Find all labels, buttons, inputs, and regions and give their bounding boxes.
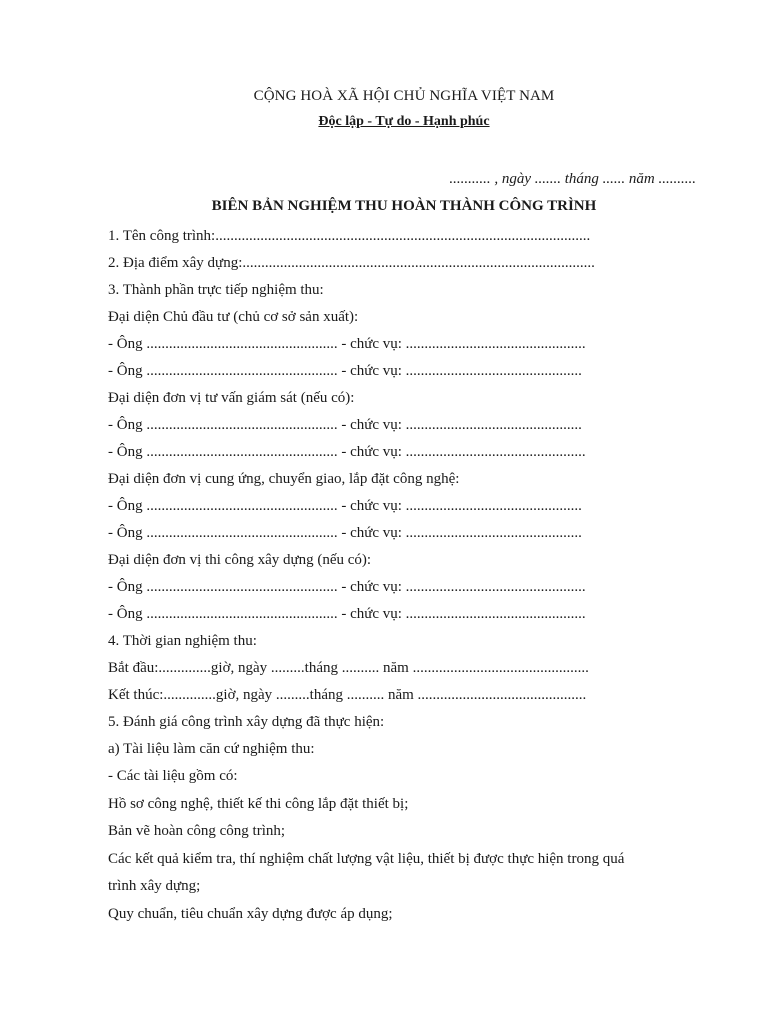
line-supplier-person-1: - Ông ................................................... - chức vụ: ............................................... (108, 498, 582, 514)
date-line: ........... , ngày ....... tháng ...... năm .......... (449, 171, 696, 187)
line-participants-heading: 3. Thành phần trực tiếp nghiệm thu: (108, 282, 324, 298)
line-contractor-person-1: - Ông ................................................... - chức vụ: ................................................ (108, 579, 586, 595)
line-supervisor-person-1: - Ông ................................................... - chức vụ: ............................................... (108, 417, 582, 433)
line-documents-heading: a) Tài liệu làm căn cứ nghiệm thu: (108, 741, 315, 757)
motto-heading: Độc lập - Tự do - Hạnh phúc (318, 114, 490, 129)
line-supplier-person-2: - Ông ................................................... - chức vụ: ............................................... (108, 525, 582, 541)
line-supervisor-person-2: - Ông ................................................... - chức vụ: ................................................ (108, 444, 586, 460)
line-contractor-rep: Đại diện đơn vị thi công xây dựng (nếu có): (108, 552, 372, 568)
line-supplier-rep: Đại diện đơn vị cung ứng, chuyển giao, lắp đặt công nghệ: (108, 471, 460, 487)
line-doc-test-results-cont: trình xây dựng; (108, 878, 201, 894)
line-supervisor-rep: Đại diện đơn vị tư vấn giám sát (nếu có): (108, 390, 355, 406)
line-evaluation-heading: 5. Đánh giá công trình xây dựng đã thực hiện: (108, 714, 385, 730)
line-end-time: Kết thúc:..............giờ, ngày .........tháng .......... năm ............................................. (108, 687, 587, 703)
line-doc-technology: Hồ sơ công nghệ, thiết kế thi công lắp đặt thiết bị; (108, 796, 409, 812)
line-doc-standards: Quy chuẩn, tiêu chuẩn xây dựng được áp dụng; (108, 906, 393, 922)
line-investor-person-1: - Ông ................................................... - chức vụ: ................................................ (108, 336, 586, 352)
line-doc-test-results: Các kết quả kiểm tra, thí nghiệm chất lượng vật liệu, thiết bị được thực hiện trong quá (108, 851, 625, 867)
line-location: 2. Địa điểm xây dựng:.............................................................................................. (108, 255, 595, 271)
line-documents-include: - Các tài liệu gồm có: (108, 768, 238, 784)
line-doc-drawings: Bản vẽ hoàn công công trình; (108, 823, 286, 839)
line-investor-rep: Đại diện Chủ đầu tư (chủ cơ sở sản xuất): (108, 309, 359, 325)
line-project-name: 1. Tên công trình:.................................................................................................... (108, 228, 591, 244)
document-title: BIÊN BẢN NGHIỆM THU HOÀN THÀNH CÔNG TRÌNH (211, 198, 597, 214)
line-start-time: Bắt đầu:..............giờ, ngày .........tháng .......... năm ............................................... (108, 660, 589, 676)
line-contractor-person-2: - Ông ................................................... - chức vụ: ................................................ (108, 606, 586, 622)
line-time-heading: 4. Thời gian nghiệm thu: (108, 633, 257, 649)
country-heading: CỘNG HOÀ XÃ HỘI CHỦ NGHĨA VIỆT NAM (253, 88, 555, 104)
line-investor-person-2: - Ông ................................................... - chức vụ: ............................................... (108, 363, 582, 379)
